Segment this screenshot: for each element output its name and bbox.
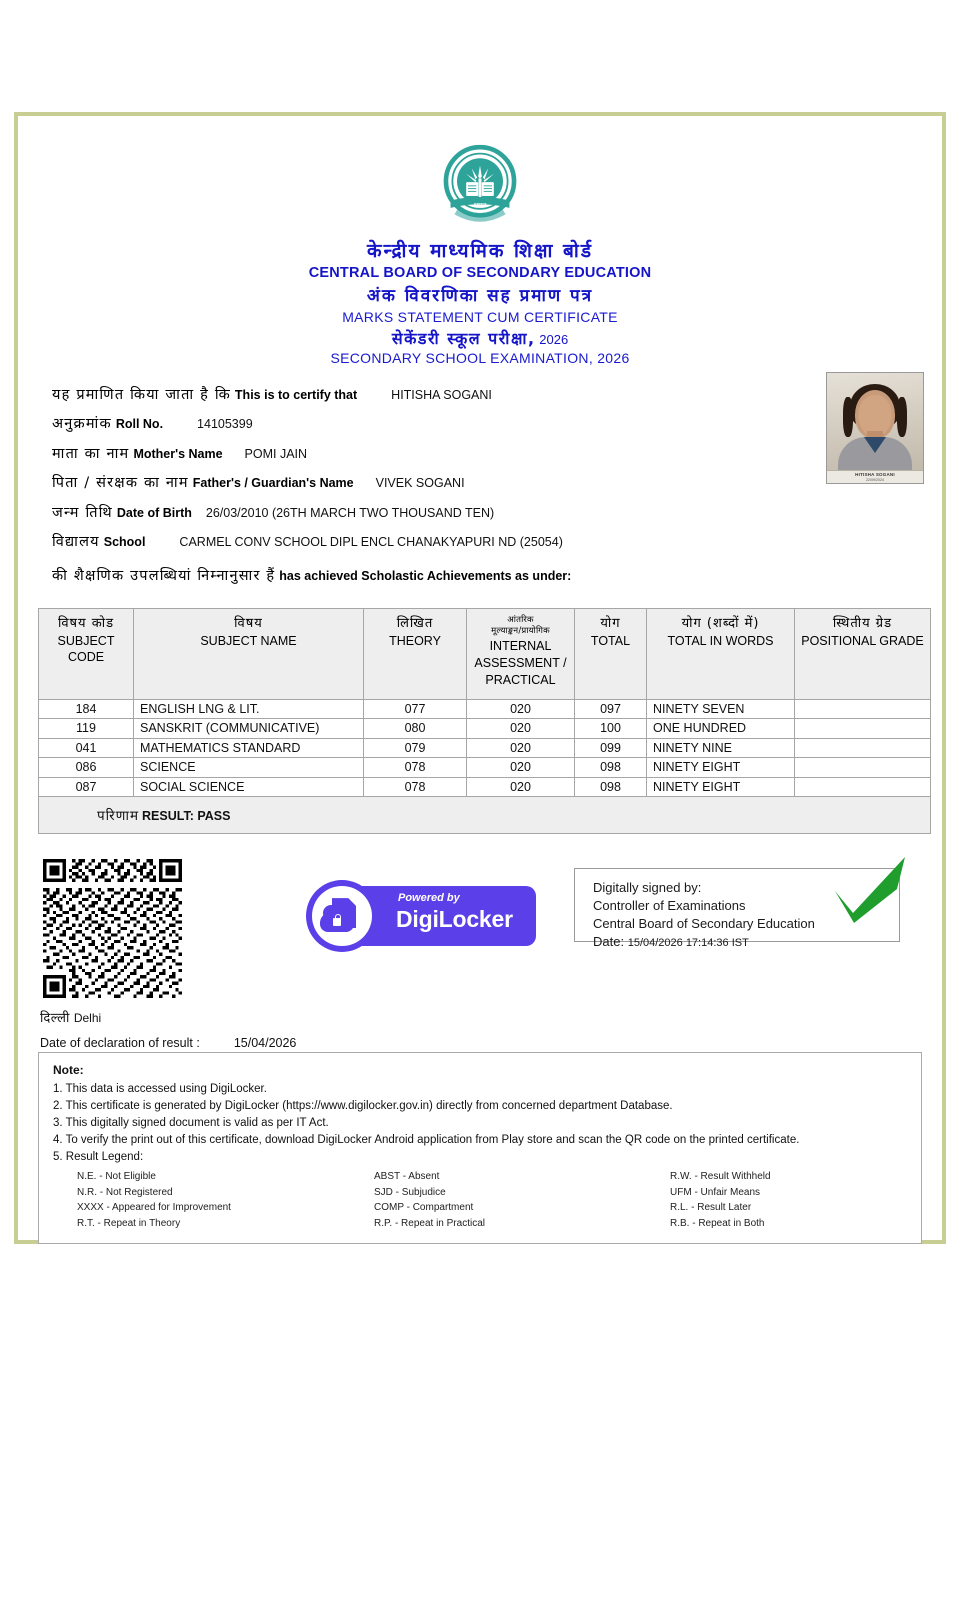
document-title-english: MARKS STATEMENT CUM CERTIFICATE bbox=[342, 308, 618, 325]
cell-subject-code: 119 bbox=[39, 719, 134, 739]
place-label bbox=[40, 1008, 101, 1027]
digilocker-brand: DigiLocker bbox=[396, 906, 513, 933]
student-name-value: HITISHA SOGANI bbox=[391, 387, 492, 402]
photo-caption bbox=[827, 470, 923, 483]
father-label-hindi: पिता / संरक्षक का नाम bbox=[52, 475, 189, 491]
header-internal-hi2: मूल्याङ्कन/प्रायोगिक bbox=[491, 626, 550, 637]
legend-c2: SJD - Subjudice bbox=[374, 1186, 446, 1198]
cell-total-words: NINETY EIGHT bbox=[647, 758, 795, 778]
exam-hindi-text: सेकेंडरी स्कूल परीक्षा, bbox=[391, 328, 536, 348]
place-hindi: दिल्ली bbox=[40, 1011, 70, 1027]
cell-total: 100 bbox=[575, 719, 647, 739]
certify-label-hindi: यह प्रमाणित किया जाता है कि bbox=[52, 386, 231, 403]
cell-subject-name: SANSKRIT (COMMUNICATIVE) bbox=[134, 719, 364, 739]
certificate-page bbox=[14, 112, 946, 1244]
cbse-emblem-icon bbox=[18, 138, 942, 230]
scholastic-label-hindi: की शैक्षणिक उपलब्धियां निम्नानुसार हैं bbox=[52, 567, 276, 584]
note-title: Note: bbox=[53, 1063, 84, 1077]
cell-subject-name: MATHEMATICS STANDARD bbox=[134, 738, 364, 758]
detail-row-dob bbox=[52, 502, 942, 532]
detail-row-rollno bbox=[52, 413, 942, 443]
legend-row bbox=[77, 1216, 907, 1232]
photo-caption-date: 22/09/2024 bbox=[866, 478, 884, 482]
header-internal-en: INTERNAL ASSESSMENT / PRACTICAL bbox=[474, 638, 567, 687]
photo-hair-right bbox=[897, 397, 907, 437]
legend-c2: COMP - Compartment bbox=[374, 1202, 474, 1213]
cell-internal: 020 bbox=[467, 699, 575, 719]
cell-total: 099 bbox=[575, 738, 647, 758]
result-legend bbox=[53, 1169, 907, 1231]
dob-value: 26/03/2010 (26TH MARCH TWO THOUSAND TEN) bbox=[205, 505, 495, 520]
note-item: 5. Result Legend: bbox=[53, 1151, 144, 1163]
note-item: 2. This certificate is generated by DigiLocker (https://www.digilocker.gov.in) directly from concerned department Database. bbox=[53, 1100, 673, 1112]
legend-row bbox=[77, 1169, 907, 1185]
note-items bbox=[53, 1081, 907, 1166]
header-subject-code-hi: विषय कोड bbox=[57, 616, 115, 631]
father-label-english: Father's / Guardian's Name bbox=[192, 476, 354, 490]
digital-signature-box bbox=[574, 868, 900, 950]
rollno-label-hindi: अनुक्रमांक bbox=[52, 416, 112, 432]
school-label-english: School bbox=[103, 535, 146, 549]
cell-internal: 020 bbox=[467, 738, 575, 758]
document-title-hindi: अंक विवरणिका सह प्रमाण पत्र bbox=[366, 285, 594, 306]
footer-middle-section bbox=[18, 856, 942, 1051]
digilocker-powered-by: Powered by bbox=[398, 892, 460, 905]
header-subject-name-en: SUBJECT NAME bbox=[200, 633, 297, 648]
signature-date-value: 15/04/2026 17:14:36 IST bbox=[627, 937, 749, 950]
exam-name-english: SECONDARY SCHOOL EXAMINATION, 2026 bbox=[330, 350, 630, 367]
legend-c1: R.T. - Repeat in Theory bbox=[77, 1217, 181, 1229]
cell-subject-code: 041 bbox=[39, 738, 134, 758]
result-cell bbox=[39, 797, 931, 834]
detail-row-father bbox=[52, 472, 942, 502]
detail-row-certify bbox=[52, 384, 942, 414]
school-value: CARMEL CONV SCHOOL DIPL ENCL CHANAKYAPURI ND (25054) bbox=[179, 535, 563, 549]
legend-c3: R.B. - Repeat in Both bbox=[670, 1217, 765, 1229]
detail-row-school bbox=[52, 531, 942, 561]
note-item: 4. To verify the print out of this certificate, download DigiLocker Android application from Play store and scan the QR code on the printed certificate. bbox=[53, 1134, 800, 1146]
signature-date-row bbox=[593, 933, 899, 952]
header-grade-en: POSITIONAL GRADE bbox=[801, 633, 924, 648]
note-item: 1. This data is accessed using DigiLocker. bbox=[53, 1083, 267, 1095]
declaration-row bbox=[40, 1036, 296, 1050]
cell-total-words: NINETY EIGHT bbox=[647, 777, 795, 797]
table-row bbox=[39, 699, 931, 719]
cell-theory: 077 bbox=[364, 699, 467, 719]
cell-total-words: ONE HUNDRED bbox=[647, 719, 795, 739]
result-label-english: RESULT: PASS bbox=[142, 808, 231, 823]
cell-positional-grade bbox=[795, 758, 931, 778]
board-name-english: CENTRAL BOARD OF SECONDARY EDUCATION bbox=[308, 264, 652, 281]
cell-subject-code: 184 bbox=[39, 699, 134, 719]
header-subject-code-en: SUBJECT CODE bbox=[57, 633, 115, 665]
legend-row bbox=[77, 1185, 907, 1201]
signature-line-1: Digitally signed by: bbox=[593, 880, 702, 896]
cell-total-words: NINETY SEVEN bbox=[647, 699, 795, 719]
cell-subject-code: 086 bbox=[39, 758, 134, 778]
cell-theory: 079 bbox=[364, 738, 467, 758]
header-total-words-en: TOTAL IN WORDS bbox=[667, 633, 774, 648]
header-theory-en: THEORY bbox=[389, 633, 441, 648]
school-label-hindi: विद्यालय bbox=[52, 534, 100, 550]
table-row bbox=[39, 758, 931, 778]
header-total-hi: योग bbox=[600, 616, 621, 631]
cell-positional-grade bbox=[795, 777, 931, 797]
header-theory bbox=[364, 609, 467, 700]
note-section bbox=[38, 1052, 922, 1244]
note-item: 3. This digitally signed document is valid as per IT Act. bbox=[53, 1117, 329, 1129]
table-row bbox=[39, 719, 931, 739]
student-details bbox=[18, 384, 942, 595]
cell-positional-grade bbox=[795, 699, 931, 719]
detail-row-scholastic bbox=[52, 565, 942, 595]
header-total-in-words bbox=[647, 609, 795, 700]
table-row bbox=[39, 777, 931, 797]
cell-internal: 020 bbox=[467, 719, 575, 739]
lock-icon bbox=[333, 918, 341, 926]
marks-table-header-row bbox=[39, 609, 931, 700]
cell-total-words: NINETY NINE bbox=[647, 738, 795, 758]
declaration-label: Date of declaration of result : bbox=[40, 1036, 200, 1051]
header-theory-hi: लिखित bbox=[396, 616, 434, 631]
header-subject-code bbox=[39, 609, 134, 700]
cell-internal: 020 bbox=[467, 758, 575, 778]
legend-c2: ABST - Absent bbox=[374, 1171, 440, 1182]
exam-name-hindi bbox=[18, 328, 942, 350]
certificate-header bbox=[18, 116, 942, 368]
place-english: Delhi bbox=[73, 1011, 102, 1026]
cell-subject-name: SOCIAL SCIENCE bbox=[134, 777, 364, 797]
mother-label-hindi: माता का नाम bbox=[52, 445, 130, 462]
declaration-value: 15/04/2026 bbox=[233, 1036, 297, 1051]
qr-code bbox=[40, 856, 185, 1001]
detail-row-mother bbox=[52, 443, 942, 473]
cell-positional-grade bbox=[795, 719, 931, 739]
legend-c1: XXXX - Appeared for Improvement bbox=[77, 1202, 231, 1213]
rollno-label-english: Roll No. bbox=[115, 417, 164, 431]
header-internal-assessment bbox=[467, 609, 575, 700]
cell-subject-code: 087 bbox=[39, 777, 134, 797]
marks-table bbox=[38, 608, 931, 834]
header-internal-hi: आंतरिक bbox=[507, 615, 534, 625]
legend-c3: R.W. - Result Withheld bbox=[670, 1171, 771, 1182]
scholastic-label-english: has achieved Scholastic Achievements as under: bbox=[279, 568, 572, 583]
header-subject-name bbox=[134, 609, 364, 700]
photo-hair-left bbox=[843, 397, 853, 437]
dob-label-hindi: जन्म तिथि bbox=[52, 504, 113, 521]
cell-total: 098 bbox=[575, 777, 647, 797]
marks-table-container bbox=[38, 608, 922, 834]
exam-year-hindi: 2026 bbox=[535, 331, 569, 347]
signature-line-3: Central Board of Secondary Education bbox=[593, 916, 815, 932]
result-label-hindi: परिणाम bbox=[97, 807, 140, 824]
cell-total: 097 bbox=[575, 699, 647, 719]
verified-check-icon bbox=[827, 855, 913, 925]
board-name-hindi: केन्द्रीय माध्यमिक शिक्षा बोर्ड bbox=[367, 240, 593, 262]
header-positional-grade bbox=[795, 609, 931, 700]
dob-label-english: Date of Birth bbox=[116, 505, 192, 520]
cell-theory: 078 bbox=[364, 758, 467, 778]
digilocker-logo bbox=[306, 880, 536, 952]
cell-theory: 078 bbox=[364, 777, 467, 797]
cell-internal: 020 bbox=[467, 777, 575, 797]
cell-subject-name: ENGLISH LNG & LIT. bbox=[134, 699, 364, 719]
legend-c3: R.L. - Result Later bbox=[670, 1202, 752, 1213]
cell-theory: 080 bbox=[364, 719, 467, 739]
cell-subject-name: SCIENCE bbox=[134, 758, 364, 778]
svg-text:भारत: भारत bbox=[473, 201, 487, 209]
signature-line-2: Controller of Examinations bbox=[593, 898, 746, 914]
header-total-en: TOTAL bbox=[590, 633, 631, 648]
marks-table-body bbox=[39, 699, 931, 797]
student-photo bbox=[826, 372, 924, 484]
header-total bbox=[575, 609, 647, 700]
result-row bbox=[39, 797, 931, 834]
header-grade-hi: स्थितीय ग्रेड bbox=[832, 616, 893, 631]
father-name-value: VIVEK SOGANI bbox=[375, 476, 465, 490]
mother-name-value: POMI JAIN bbox=[244, 446, 308, 461]
signature-date-label: Date: bbox=[593, 934, 625, 950]
certify-label-english: This is to certify that bbox=[234, 387, 358, 402]
header-total-words-hi: योग (शब्दों में) bbox=[681, 616, 760, 631]
cell-total: 098 bbox=[575, 758, 647, 778]
legend-c1: N.R. - Not Registered bbox=[77, 1186, 173, 1198]
header-subject-name-hi: विषय bbox=[234, 616, 263, 631]
legend-c3: UFM - Unfair Means bbox=[670, 1186, 761, 1198]
legend-row bbox=[77, 1200, 907, 1216]
photo-caption-name: HITISHA SOGANI bbox=[855, 472, 895, 477]
cell-positional-grade bbox=[795, 738, 931, 758]
legend-c2: R.P. - Repeat in Practical bbox=[374, 1217, 485, 1229]
rollno-value: 14105399 bbox=[197, 417, 253, 431]
legend-c1: N.E. - Not Eligible bbox=[77, 1171, 156, 1182]
mother-label-english: Mother's Name bbox=[133, 446, 223, 461]
table-row bbox=[39, 738, 931, 758]
